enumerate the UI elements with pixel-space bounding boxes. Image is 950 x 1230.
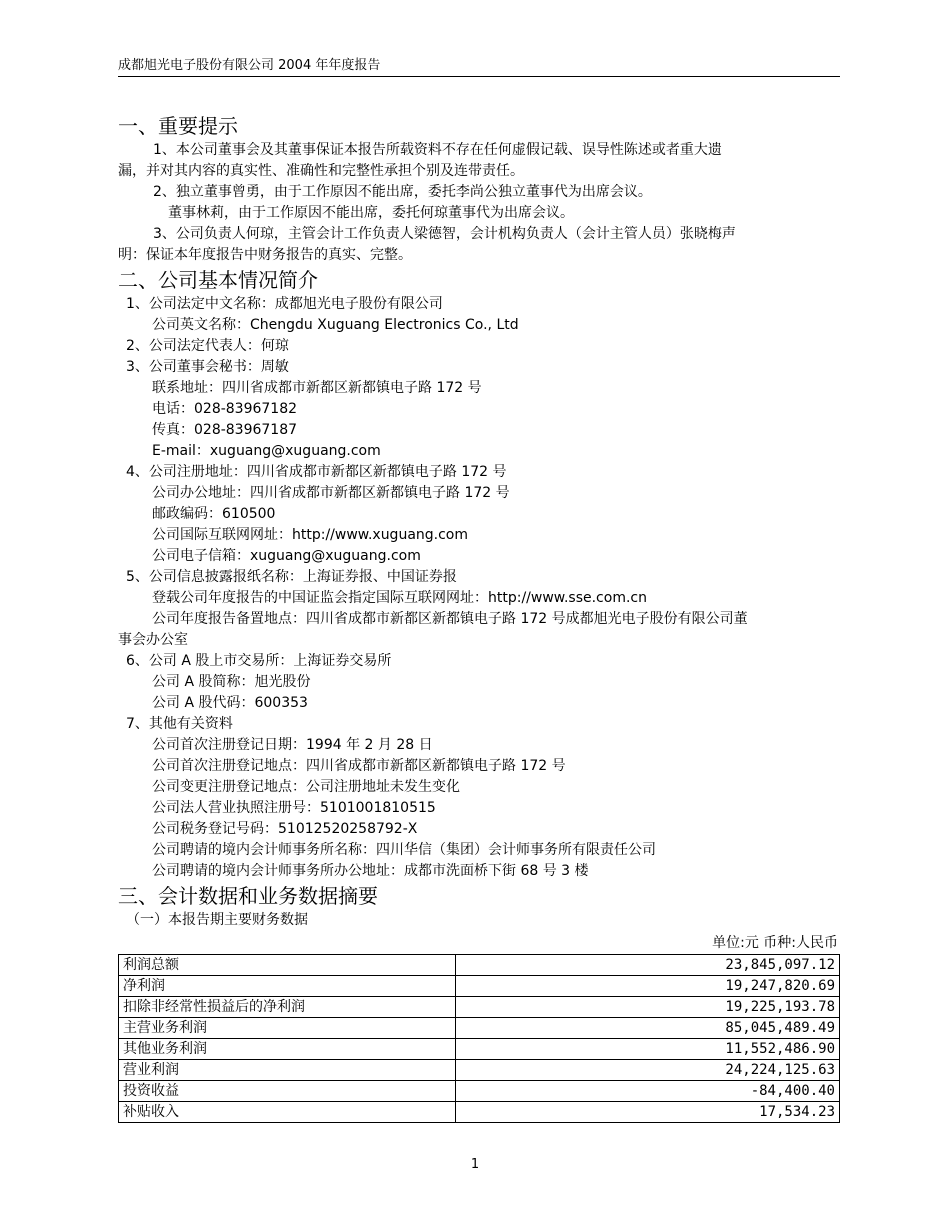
profile-line: 公司聘请的境内会计师事务所名称：四川华信（集团）会计师事务所有限责任公司 — [152, 842, 656, 858]
profile-line: 7、其他有关资料 — [126, 716, 233, 732]
table-row — [119, 976, 840, 997]
profile-line: 公司 A 股代码：600353 — [152, 695, 308, 711]
notice-paragraph-3b: 明：保证本年度报告中财务报告的真实、完整。 — [118, 247, 412, 263]
notice-paragraph-3a: 3、公司负责人何琼，主管会计工作负责人梁德智，会计机构负责人（会计主管人员）张晓梅声 — [153, 226, 736, 242]
row-value: 85,045,489.49 — [456, 1018, 840, 1039]
profile-line: 公司变更注册登记地点：公司注册地址未发生变化 — [152, 779, 460, 795]
page-content — [118, 112, 840, 1123]
profile-line: 邮政编码：610500 — [152, 506, 276, 522]
table-row — [119, 1102, 840, 1123]
profile-line: 公司法人营业执照注册号：5101001810515 — [152, 800, 436, 816]
financial-data-table — [118, 954, 840, 1123]
row-value: 19,225,193.78 — [456, 997, 840, 1018]
header-rule — [118, 76, 840, 77]
profile-line: 4、公司注册地址：四川省成都市新都区新都镇电子路 172 号 — [126, 464, 507, 480]
table-row — [119, 997, 840, 1018]
profile-line: 3、公司董事会秘书：周敏 — [126, 359, 289, 375]
table-row — [119, 1018, 840, 1039]
unit-currency-note: 单位:元 币种:人民币 — [712, 935, 838, 951]
row-label: 主营业务利润 — [119, 1018, 456, 1039]
row-value: 17,534.23 — [456, 1102, 840, 1123]
row-value: -84,400.40 — [456, 1081, 840, 1102]
row-value: 24,224,125.63 — [456, 1060, 840, 1081]
profile-line: 6、公司 A 股上市交易所：上海证券交易所 — [126, 653, 392, 669]
section-heading-important-notice: 一、重要提示 — [118, 114, 238, 138]
profile-line: 公司办公地址：四川省成都市新都区新都镇电子路 172 号 — [152, 485, 510, 501]
profile-line: 公司电子信箱：xuguang@xuguang.com — [152, 548, 421, 564]
profile-line: 公司首次注册登记日期：1994 年 2 月 28 日 — [152, 737, 433, 753]
running-header: 成都旭光电子股份有限公司 2004 年年度报告 — [118, 58, 381, 73]
table-row — [119, 955, 840, 976]
profile-line: 事会办公室 — [118, 632, 188, 648]
row-value: 19,247,820.69 — [456, 976, 840, 997]
profile-line: 公司聘请的境内会计师事务所办公地址：成都市洗面桥下街 68 号 3 楼 — [152, 863, 589, 879]
section-heading-company-profile: 二、公司基本情况简介 — [118, 268, 318, 292]
row-value: 11,552,486.90 — [456, 1039, 840, 1060]
profile-line: 公司国际互联网网址：http://www.xuguang.com — [152, 527, 469, 543]
profile-line: 联系地址：四川省成都市新都区新都镇电子路 172 号 — [152, 380, 482, 396]
profile-line: E-mail：xuguang@xuguang.com — [152, 443, 381, 459]
profile-line: 公司首次注册登记地点：四川省成都市新都区新都镇电子路 172 号 — [152, 758, 566, 774]
row-label: 扣除非经常性损益后的净利润 — [119, 997, 456, 1018]
notice-paragraph-1b: 漏，并对其内容的真实性、准确性和完整性承担个别及连带责任。 — [118, 163, 524, 179]
table-row — [119, 1081, 840, 1102]
notice-paragraph-2b: 董事林莉，由于工作原因不能出席，委托何琼董事代为出席会议。 — [168, 205, 574, 221]
row-label: 投资收益 — [119, 1081, 456, 1102]
notice-paragraph-1a: 1、本公司董事会及其董事保证本报告所载资料不存在任何虚假记载、误导性陈述或者重大遗 — [153, 142, 722, 158]
profile-line: 公司 A 股简称：旭光股份 — [152, 674, 311, 690]
profile-line: 2、公司法定代表人：何琼 — [126, 338, 289, 354]
profile-line: 登载公司年度报告的中国证监会指定国际互联网网址：http://www.sse.com.cn — [152, 590, 647, 606]
profile-line: 5、公司信息披露报纸名称：上海证券报、中国证券报 — [126, 569, 457, 585]
profile-line: 公司英文名称：Chengdu Xuguang Electronics Co., Ltd — [152, 317, 519, 333]
row-label: 其他业务利润 — [119, 1039, 456, 1060]
profile-line: 公司税务登记号码：51012520258792-X — [152, 821, 418, 837]
table-row — [119, 1039, 840, 1060]
table-row — [119, 1060, 840, 1081]
profile-line: 电话：028-83967182 — [152, 401, 298, 417]
subsection-heading: （一）本报告期主要财务数据 — [126, 912, 308, 928]
notice-paragraph-2: 2、独立董事曾勇，由于工作原因不能出席，委托李尚公独立董事代为出席会议。 — [153, 184, 652, 200]
profile-line: 传真：028-83967187 — [152, 422, 298, 438]
profile-line: 1、公司法定中文名称：成都旭光电子股份有限公司 — [126, 296, 443, 312]
section-heading-accounting-data: 三、会计数据和业务数据摘要 — [118, 884, 378, 908]
page-number: 1 — [470, 1157, 480, 1172]
row-label: 净利润 — [119, 976, 456, 997]
profile-line: 公司年度报告备置地点：四川省成都市新都区新都镇电子路 172 号成都旭光电子股份有限公司董 — [152, 611, 748, 627]
row-value: 23,845,097.12 — [456, 955, 840, 976]
row-label: 营业利润 — [119, 1060, 456, 1081]
row-label: 利润总额 — [119, 955, 456, 976]
row-label: 补贴收入 — [119, 1102, 456, 1123]
